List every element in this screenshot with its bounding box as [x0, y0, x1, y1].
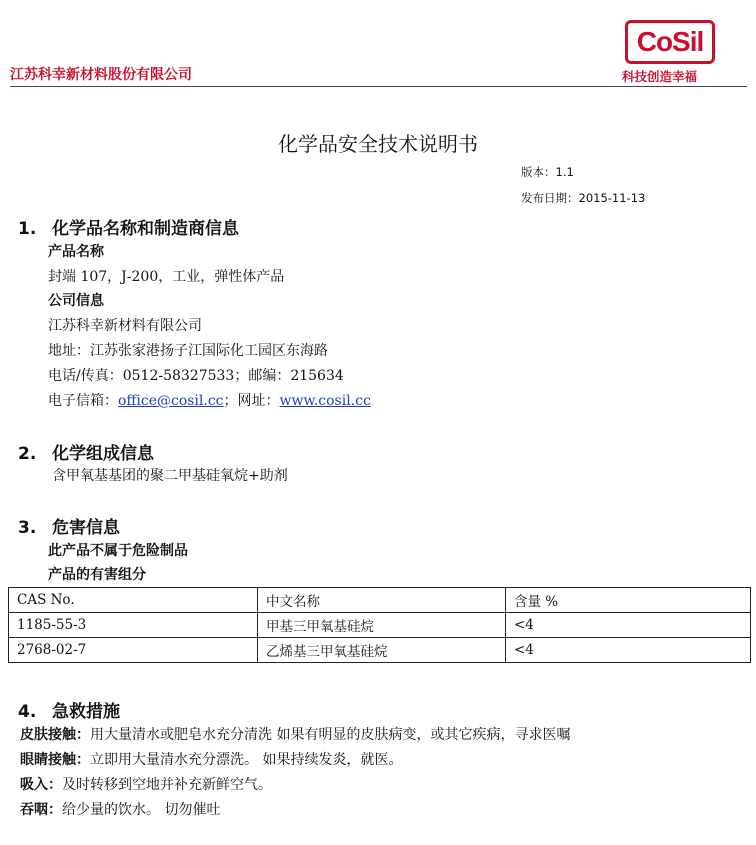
column-header: 含量 % [506, 588, 751, 613]
section-3-heading [18, 513, 120, 538]
contact-line [48, 390, 371, 410]
section-number: 2. [18, 444, 37, 464]
first-aid-eyes [20, 749, 402, 769]
document-title: 化学品安全技术说明书 [278, 132, 478, 156]
company-name: 江苏科幸新材料股份有限公司 [10, 67, 192, 83]
first-aid-text: 用大量清水或肥皂水充分清洗 如果有明显的皮肤病变，或其它疾病，寻求医嘱 [90, 727, 571, 743]
cosil-logo: CoSil [625, 20, 715, 64]
table-row [9, 613, 751, 638]
table-header-row [9, 588, 751, 613]
first-aid-text: 给少量的饮水。 切勿催吐 [62, 802, 221, 818]
publish-date: 发布日期：2015-11-13 [521, 191, 646, 205]
first-aid-label: 吸入： [20, 777, 62, 793]
hazard-table [8, 587, 751, 663]
section-title: 急救措施 [52, 702, 120, 722]
section-4-heading [18, 697, 120, 722]
section-title: 危害信息 [52, 518, 120, 538]
web-label: ；网址： [223, 393, 280, 409]
header-divider [10, 86, 747, 87]
first-aid-label: 皮肤接触： [20, 727, 90, 743]
first-aid-label: 眼睛接触： [20, 752, 90, 768]
table-cell: 甲基三甲氧基硅烷 [258, 613, 506, 638]
composition-text: 含甲氧基基团的聚二甲基硅氧烷+助剂 [52, 468, 288, 484]
slogan: 科技创造幸福 [622, 69, 698, 84]
product-name-label: 产品名称 [48, 244, 104, 260]
table-cell: <4 [506, 613, 751, 638]
table-cell: 2768-02-7 [9, 638, 258, 663]
column-header: CAS No. [9, 588, 258, 613]
company-phone: 电话/传真：0512-58327533；邮编：215634 [48, 368, 344, 384]
email-link[interactable]: office@cosil.cc [118, 393, 224, 409]
company-info-label: 公司信息 [48, 293, 104, 309]
email-label: 电子信箱： [48, 393, 118, 409]
product-name: 封端 107，J-200，工业，弹性体产品 [48, 269, 285, 285]
table-row [9, 638, 751, 663]
table-cell: <4 [506, 638, 751, 663]
first-aid-inhalation [20, 774, 272, 794]
section-title: 化学品名称和制造商信息 [52, 219, 239, 239]
section-1-heading [18, 214, 239, 239]
hazard-note: 此产品不属于危险制品 [48, 543, 188, 559]
first-aid-ingestion [20, 799, 220, 819]
section-number: 4. [18, 702, 37, 722]
hazard-table-label: 产品的有害组分 [48, 567, 146, 583]
column-header: 中文名称 [258, 588, 506, 613]
first-aid-text: 立即用大量清水充分漂洗。 如果持续发炎，就医。 [90, 752, 403, 768]
section-2-heading [18, 439, 154, 464]
first-aid-skin [20, 724, 570, 744]
first-aid-label: 吞咽： [20, 802, 62, 818]
section-number: 1. [18, 219, 37, 239]
company-address: 地址：江苏张家港扬子江国际化工园区东海路 [48, 343, 328, 359]
website-link[interactable]: www.cosil.cc [279, 393, 371, 409]
company-info-name: 江苏科幸新材料有限公司 [48, 318, 202, 334]
section-number: 3. [18, 518, 37, 538]
table-cell: 乙烯基三甲氧基硅烷 [258, 638, 506, 663]
section-title: 化学组成信息 [52, 444, 154, 464]
version-label: 版本：1.1 [521, 165, 574, 179]
table-cell: 1185-55-3 [9, 613, 258, 638]
first-aid-text: 及时转移到空地并补充新鲜空气。 [62, 777, 272, 793]
